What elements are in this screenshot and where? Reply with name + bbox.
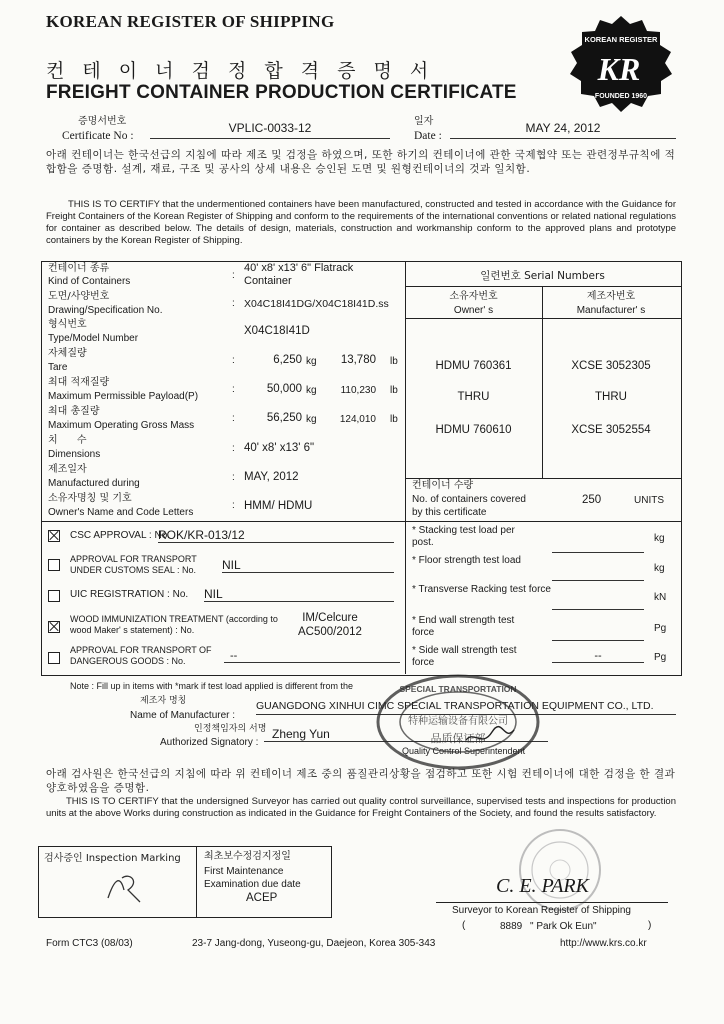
unit-kg: kg bbox=[306, 414, 317, 425]
unit-kg: kg bbox=[306, 356, 317, 367]
title-korean: 컨 테 이 너 검 정 합 격 증 명 서 bbox=[46, 60, 435, 82]
serial-owner-thru: THRU bbox=[457, 391, 490, 403]
mfg-label-en: Manufactured during bbox=[48, 478, 140, 489]
colon: : bbox=[232, 270, 235, 281]
csc-approval-value: ROK/KR-013/12 bbox=[158, 528, 394, 543]
due-date-label-en: First Maintenance bbox=[204, 866, 284, 877]
gross-label-ko: 최대 총질량 bbox=[48, 406, 100, 417]
payload-lb: 110,230 bbox=[340, 385, 376, 396]
surveyor-caption: Surveyor to Korean Register of Shipping bbox=[452, 905, 631, 916]
kr-seal bbox=[516, 826, 604, 914]
kind-label-ko: 컨테이너 종류 bbox=[48, 263, 110, 274]
title-english: FREIGHT CONTAINER PRODUCTION CERTIFICATE bbox=[46, 82, 517, 103]
dims-value: 40' x8' x13' 6" bbox=[244, 442, 315, 454]
serial-owner-label-en: Owner' s bbox=[453, 305, 494, 316]
colon: : bbox=[232, 298, 235, 309]
tare-lb: 13,780 bbox=[340, 354, 376, 366]
test-floor-unit: kg bbox=[654, 563, 665, 574]
footer-address: 23-7 Jang-dong, Yuseong-gu, Daejeon, Korea 305-343 bbox=[192, 938, 436, 949]
tare-label-ko: 자체질량 bbox=[48, 348, 87, 359]
colon: : bbox=[232, 443, 235, 454]
payload-label-ko: 최대 적재질량 bbox=[48, 377, 110, 388]
surveyor-paren-close: ) bbox=[648, 920, 652, 931]
customs-seal-checkbox[interactable] bbox=[48, 559, 60, 571]
count-label-en2: by this certificate bbox=[412, 507, 487, 518]
register-name: KOREAN REGISTER OF SHIPPING bbox=[46, 12, 335, 31]
csc-approval-label: CSC APPROVAL : No. bbox=[70, 530, 171, 541]
intro-english: THIS IS TO CERTIFY that the undermentioned containers have been manufactured, constructed and tested in accordance with the Guidance for Freight Containers of the Korean Register of Shipping and conform to the requirements of the international conventions or related national regulations for container as described below. The details of design, materials, construction and workmanship conform to the approved plans and prototype containers by the Korean Register of Shipping. bbox=[46, 199, 676, 246]
mfg-label-ko: 제조일자 bbox=[48, 464, 87, 475]
colon: : bbox=[232, 500, 235, 511]
cert-no-label-en: Certificate No : bbox=[62, 130, 134, 142]
test-sidewall: * Side wall strength test force bbox=[412, 645, 517, 668]
wood-immunization-label: WOOD IMMUNIZATION TREATMENT (according to wood Maker' s statement) : No. bbox=[70, 614, 278, 635]
due-date-value: ACEP bbox=[246, 892, 278, 904]
inspection-mark bbox=[100, 868, 150, 908]
inspection-marking-label: 검사증인 Inspection Marking bbox=[44, 853, 181, 864]
company-stamp bbox=[374, 672, 542, 772]
stamp-bottom-text: 品质保证部 bbox=[430, 732, 486, 745]
gross-lb: 124,010 bbox=[339, 414, 376, 425]
serial-mfr-to: XCSE 3052554 bbox=[571, 424, 651, 436]
signatory-label-en: Authorized Signatory : bbox=[160, 737, 259, 748]
wood-immunization-value: IM/Celcure AC500/2012 bbox=[298, 612, 362, 638]
serial-owner-from: HDMU 760361 bbox=[435, 360, 512, 372]
unit-kg: kg bbox=[306, 385, 317, 396]
serial-owner-to: HDMU 760610 bbox=[435, 424, 512, 436]
footer-url[interactable]: http://www.krs.co.kr bbox=[560, 938, 647, 949]
serial-numbers-header: 일련번호 Serial Numbers bbox=[480, 270, 605, 282]
dangerous-goods-label: APPROVAL FOR TRANSPORT OF DANGEROUS GOODS : No. bbox=[70, 645, 212, 666]
manufacturer-label-en: Name of Manufacturer : bbox=[130, 710, 236, 721]
colon: : bbox=[232, 355, 235, 366]
colon: : bbox=[232, 413, 235, 424]
serial-mfr-from: XCSE 3052305 bbox=[571, 360, 651, 372]
surveyor-signature: C. E. PARK bbox=[496, 875, 589, 897]
wood-immunization-checkbox[interactable] bbox=[48, 621, 60, 633]
surveyor-statement-korean: 아래 검사원은 한국선급의 지침에 따라 위 컨테이너 제조 중의 품질관리상황을 점검하고 또한 시험 컨테이너에 대한 검정을 한 결과 양호하였음을 증명함. bbox=[46, 768, 676, 794]
serial-owner-label-ko: 소유자번호 bbox=[449, 291, 498, 302]
logo-ring-bottom: FOUNDED 1960 bbox=[594, 93, 648, 100]
owner-value: HMM/ HDMU bbox=[244, 500, 313, 512]
count-label-en: No. of containers covered bbox=[412, 494, 526, 505]
test-floor: * Floor strength test load bbox=[412, 555, 521, 566]
test-racking: * Transverse Racking test force bbox=[412, 584, 551, 595]
test-sidewall-value: -- bbox=[552, 650, 644, 663]
logo-kr-text: KR bbox=[597, 51, 641, 87]
test-stacking-unit: kg bbox=[654, 533, 665, 544]
csc-approval-checkbox[interactable] bbox=[48, 530, 60, 542]
date-value: MAY 24, 2012 bbox=[450, 121, 676, 139]
test-endwall-value bbox=[552, 628, 644, 641]
surveyor-id: 8889 bbox=[500, 921, 523, 932]
note-text: Note : Fill up in items with *mark if test load applied is different from the bbox=[70, 681, 353, 691]
kr-logo bbox=[562, 12, 680, 120]
form-number: Form CTC3 (08/03) bbox=[46, 938, 133, 949]
unit-lb: lb bbox=[390, 356, 398, 367]
uic-registration-value: NIL bbox=[204, 587, 394, 602]
gross-kg: 56,250 bbox=[266, 412, 302, 424]
dims-label-ko: 치 수 bbox=[48, 435, 95, 446]
test-racking-unit: kN bbox=[654, 592, 667, 603]
tare-kg: 6,250 bbox=[273, 354, 302, 366]
count-label-ko: 컨테이너 수량 bbox=[412, 480, 474, 491]
test-endwall: * End wall strength test force bbox=[412, 615, 515, 638]
intro-korean: 아래 컨테이너는 한국선급의 지침에 따라 제조 및 검정을 하였으며, 또한 하기의 컨테이너에 관한 국제협약 또는 관련정부규칙에 적합함을 증명함. 설계, 재료, 구조 및 공사의 상세 내용은 승인된 도면 및 원형컨테이너의 것과 일치함. bbox=[46, 149, 676, 175]
serial-mfr-label-en: Manufacturer' s bbox=[576, 305, 646, 316]
logo-ring-top: KOREAN REGISTER bbox=[584, 35, 658, 44]
count-unit: UNITS bbox=[634, 495, 664, 506]
drawing-value: X04C18I41DG/X04C18I41D.ss bbox=[244, 298, 389, 310]
due-date-label-en2: Examination due date bbox=[204, 879, 301, 890]
payload-kg: 50,000 bbox=[266, 383, 302, 395]
test-stacking: * Stacking test load per post. bbox=[412, 525, 515, 548]
date-label-en: Date : bbox=[414, 130, 442, 142]
cert-no-value: VPLIC-0033-12 bbox=[150, 121, 390, 139]
date-label-ko: 일자 bbox=[414, 116, 434, 127]
tare-label-en: Tare bbox=[48, 362, 68, 373]
owner-label-en: Owner's Name and Code Letters bbox=[48, 507, 194, 518]
surveyor-name: " Park Ok Eun" bbox=[530, 921, 597, 932]
stamp-top-text: SPECIAL TRANSPORTATION bbox=[399, 684, 517, 694]
stamp-mid-text: 特种运输设备有限公司 bbox=[408, 716, 508, 727]
serial-mfr-thru: THRU bbox=[595, 391, 627, 403]
cert-no-label-ko: 증명서번호 bbox=[78, 116, 127, 127]
mfg-value: MAY, 2012 bbox=[244, 471, 299, 483]
dims-label-en: Dimensions bbox=[48, 449, 101, 460]
drawing-label-en: Drawing/Specification No. bbox=[48, 305, 163, 316]
surveyor-statement-english: THIS IS TO CERTIFY that the undersigned Surveyor has carried out quality control surveillance, supervised tests and inspections for production units at the above Works during construction as indicated in the Guidance for Freight Containers of the Society, and found the results satisfactory. bbox=[46, 796, 676, 819]
surveyor-paren-open: ( bbox=[462, 920, 466, 931]
dangerous-goods-checkbox[interactable] bbox=[48, 652, 60, 664]
qc-superintendent-caption: Quality Control Superintendent bbox=[402, 746, 526, 756]
unit-lb: lb bbox=[390, 414, 398, 425]
customs-seal-label: APPROVAL FOR TRANSPORT UNDER CUSTOMS SEAL : No. bbox=[70, 554, 197, 575]
kind-label-en: Kind of Containers bbox=[48, 276, 131, 287]
gross-label-en: Maximum Operating Gross Mass bbox=[48, 420, 195, 431]
type-label-en: Type/Model Number bbox=[48, 333, 139, 344]
test-stacking-value bbox=[552, 540, 644, 553]
drawing-label-ko: 도면/사양번호 bbox=[48, 291, 110, 302]
test-endwall-unit: Pg bbox=[654, 623, 667, 634]
payload-label-en: Maximum Permissible Payload(P) bbox=[48, 391, 199, 402]
manufacturer-label-ko: 제조자 명칭 bbox=[140, 696, 187, 706]
test-racking-value bbox=[552, 597, 644, 610]
customs-seal-value: NIL bbox=[222, 558, 394, 573]
type-value: X04C18I41D bbox=[244, 325, 310, 337]
uic-registration-checkbox[interactable] bbox=[48, 590, 60, 602]
colon: : bbox=[232, 384, 235, 395]
signatory-label-ko: 인정책임자의 서명 bbox=[194, 724, 267, 734]
type-label-ko: 형식번호 bbox=[48, 319, 87, 330]
dangerous-goods-value: -- bbox=[224, 650, 400, 663]
count-value: 250 bbox=[582, 494, 602, 506]
uic-registration-label: UIC REGISTRATION : No. bbox=[70, 589, 189, 600]
colon: : bbox=[232, 472, 235, 483]
signatory-value: Zheng Yun bbox=[264, 727, 548, 742]
unit-lb: lb bbox=[390, 385, 398, 396]
manufacturer-value: GUANGDONG XINHUI CIMC SPECIAL TRANSPORTATION EQUIPMENT CO., LTD. bbox=[256, 700, 676, 715]
kind-value: 40' x8' x13' 6" Flatrack Container bbox=[244, 262, 354, 287]
test-floor-value bbox=[552, 568, 644, 581]
due-date-label-ko: 최초보수정검지정일 bbox=[204, 851, 291, 862]
owner-label-ko: 소유자명칭 및 기호 bbox=[48, 493, 132, 504]
test-sidewall-unit: Pg bbox=[654, 652, 667, 663]
serial-mfr-label-ko: 제조자번호 bbox=[586, 291, 636, 302]
